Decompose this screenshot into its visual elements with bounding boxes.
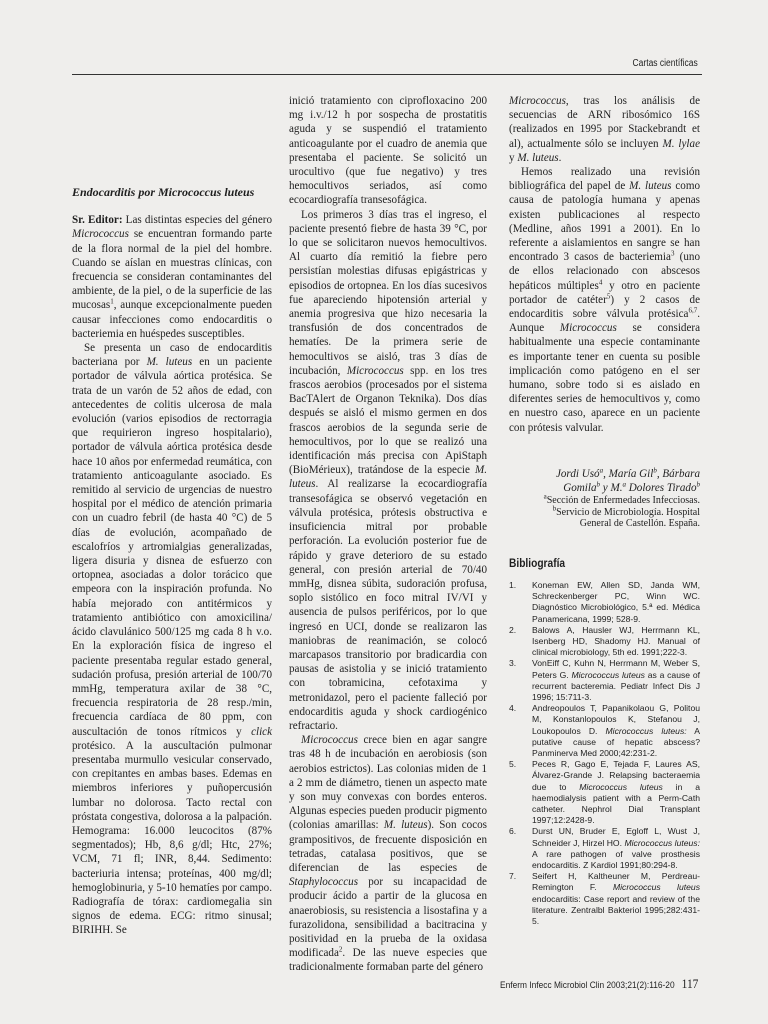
paragraph: Hemos realizado una revisión bibliográfica del papel de M. luteus como causa de patología humana y apenas existen publicaciones al respecto (Medline, años 1991 a 2001). En lo referente a aislamientos en sangre se han encontrado 3 casos de bacteriemia$^3$ (uno de ellos relacionado con abscesos hepáticos múltiples$^4$ y otro en paciente portador de catéter$^5$) y 2 casos de endocarditis sobre válvula protésica$^{6,7}$. Aunque Micrococcus se considera habitualmente una especie contaminante es importante tener en cuenta su posible implicación como patógeno en el ser humano, sobre todo si es aislado en diferentes series de hemocultivos y, como en nuestro caso, aparece en un paciente con prótesis valvular.: [509, 166, 701, 434]
reference-item: 2. Balows A, Hausler WJ, Herrmann KL, Isenberg HD, Shadomy HJ. Manual of clinical microbiology, 5th ed. 1991;222-3.: [509, 624, 700, 658]
journal-citation: Enferm Infecc Microbiol Clin 2003;21(2):116-20: [499, 980, 675, 991]
paragraph: inició tratamiento con ciprofloxacino 200 mg i.v./12 h por sospecha de prostatitis aguda y se suspendió el tratamiento anticoagulante por el cuadro de anemia que presentaba el paciente. Se solicitó un urocultivo (que fue negativo) y tres hemocultivos seriados, así como ecocardiografía transesofágica.: [289, 95, 487, 207]
salutation: Sr. Editor:: [72, 214, 123, 227]
reference-list: [509, 580, 700, 927]
column-1: [72, 94, 272, 938]
reference-item: 1. Koneman EW, Allen SD, Janda WM, Schreckenberger PC, Winn WC. Diagnóstico Microbiológico, 5.ª ed. Médica Panamericana, 1999; 528-9.: [509, 579, 700, 624]
running-header: Cartas científicas: [632, 58, 698, 69]
article-title: Endocarditis por Micrococcus luteus: [72, 185, 255, 199]
page-footer: [500, 976, 698, 992]
author-list: Jordi Usó$^a$, María Gil$^b$, Bárbara Gomila$^b$ y M.$^a$ Dolores Tirado$^b$: [555, 466, 700, 495]
affiliations: $^a$Sección de Enfermedades Infecciosas. $^b$Servicio de Microbiología. Hospital General de Castellón. España.: [543, 492, 700, 530]
paragraph: Los primeros 3 días tras el ingreso, el paciente presentó fiebre de hasta 39 °C, por lo que se solicitaron nuevos hemocultivos. Al cuarto día remitió la fiebre pero persistían molestias difusas epigástricas y episodios de ortopnea. En los días sucesivos fue apareciendo hipotensión arterial y anemia progresiva que hizo necesaria la transfusión de dos concentrados de hematíes. De la primera serie de hemocultivos se aisló, tras 3 días de incubación, Micrococcus spp. en los tres frascos aerobios (procesados por el sistema BacTAlert de Organon Teknika). Dos días después se aisló el mismo germen en dos frascos aerobios de la segunda serie de hemocultivos, por lo que se realizó una identificación más precisa con ApiStaph (BioMérieux), tratándose de la especie M. luteus. Al realizarse la ecocardiografía transesofágica se observó vegetación en válvula protésica, prótesis obstructiva e insuficiencia mitral por probable perforación. La evolución posterior fue de rápido y grave deterioro de su estado general, con presión arterial de 70/40 mmHg, disnea súbita, sudoración profusa, soplo sistólico en foco mitral IV/VI y ausencia de pulsos periféricos, por lo que ingresó en UCI, donde se realizaron las maniobras de reanimación, se colocó marcapasos transitorio por bradicardia con pausas de asistolia y se inició tratamiento con tobramicina, cefotaxima y metronidazol, pero el paciente falleció por endocarditis aguda y shock cardiogénico refractario.: [289, 208, 488, 732]
reference-item: 6. Durst UN, Bruder E, Egloff L, Wust J, Schneider J, Hirzel HO. Micrococcus luteus: A rare pathogen of valve prosthesis endocarditis. Z Kardiol 1991;80:294-8.: [509, 826, 700, 871]
reference-item: 3. VonEiff C, Kuhn N, Herrmann M, Weber S, Peters G. Micrococcus luteus as a cause of recurrent bacteremia. Pediatr Infect Dis J 1996; 15:711-3.: [509, 658, 700, 703]
reference-item: 5. Peces R, Gago E, Tejada F, Laures AS, Álvarez-Grande J. Relapsing bacteraemia due to Micrococcus luteus in a haemodialysis patient with a Perm-Cath catheter. Nephrol Dial Transplant 1997;12:2428-9.: [509, 759, 701, 826]
reference-item: 4. Andreopoulos T, Papanikolaou G, Politou M, Konstanlopoulos K, Stefanou J, Loukopoulos D. Micrococcus luteus: A putative cause of hepatic abscess? Panminerva Med 2000;42:231-2.: [509, 703, 700, 759]
column-2: [289, 94, 487, 975]
header-rule: [72, 74, 702, 75]
paragraph: Se presenta un caso de endocarditis bacteriana por M. luteus en un paciente portador de válvula aórtica protésica. Se trata de un varón de 52 años de edad, con antecedentes de colitis ulcerosa de mala evolución (varios episodios de rectorragia que requirieron ingreso hospitalario), portador de válvula aórtica protésica desde hace 10 años por enfermedad reumática, con tratamiento anticoagulante asociado. Es remitido al servicio de urgencias de nuestro hospital por el médico de atención primaria con un cuadro febril (de hasta 40 °C) de 5 días de evolución, acompañado de escalofríos y artromialgias generalizadas, ligera disuria y disnea de esfuerzo con ortopnea, asociadas a dolor torácico que empeora con la inspiración profunda. No había mejorado con antitérmicos y tratamiento antibiótico con amoxicilina/ácido clavulánico 500/125 mg cada 8 h v.o. En la exploración física de ingreso el paciente presentaba regular estado general, sudación profusa, presión arterial de 100/70 mmHg, temperatura axilar de 38 °C, frecuencia respiratoria de 28 resp./min, frecuencia cardíaca de 80 ppm, con auscultación de tonos rítmicos y click protésico. A la auscultación pulmonar presentaba murmullo vesicular conservado, con crepitantes en ambas bases. Edemas en miembros inferiores y puñopercusión lumbar no dolorosa. Tacto rectal con próstata congestiva, dolorosa a la palpación. Hemograma: 16.000 leucocitos (87% segmentados); Hb, 8,6 g/dl; Htc, 27%; VCM, 71 fl; INR, 8,44. Sedimento: bacteriuria intensa; proteínas, 400 mg/dl; hemoglobinuria, y 5-10 hematíes por campo. Radiografía de tórax: cardiomegalia sin signos de edema. ECG: ritmo sinusal; BIRIHH. Se: [72, 342, 272, 937]
bibliography-title: Bibliografía: [509, 555, 566, 570]
paragraph: Sr. Editor: Las distintas especies del género Micrococcus se encuentran formando parte de la flora normal de la piel del hombre. Cuando se aíslan en muestras clínicas, con frecuencia se consideran contaminantes del ambiente, de la piel, o de la superficie de las mucosas$^1$, aunque excepcionalmente pueden causar infecciones como endocarditis o bacteriemia en huéspedes susceptibles.: [72, 214, 272, 340]
column-3: [509, 94, 700, 927]
paragraph: Micrococcus, tras los análisis de secuencias de ARN ribosómico 16S (realizados en 1995 por Stackebrandt et al), actualmente sólo se incluyen M. lylae y M. luteus.: [509, 95, 700, 164]
page-number: 117: [681, 976, 698, 991]
paragraph: Micrococcus crece bien en agar sangre tras 48 h de incubación en aerobiosis (son aerobios estrictos). Las colonias miden de 1 a 2 mm de diámetro, tienen un aspecto mate y son muy convexas con bordes enteros. Algunas especies pueden producir pigmento (colonias amarillas: M. luteus). Son cocos grampositivos, de frecuente disposición en tetradas, catalasa positivos, que se diferencian de las especies de Staphylococcus por su incapacidad de producir ácido a partir de la glucosa en anaerobiosis, su resistencia a lisostafina y a furazolidona, sensibilidad a bacitracina y positividad en la prueba de la oxidasa modificada$^2$. De las nueve especies que tradicionalmente formaban parte del género: [289, 734, 487, 974]
reference-item: 7. Seifert H, Kaltheuner M, Perdreau-Remington F. Micrococcus luteus endocarditis: Case report and review of the literature. Zentralbl Bakteriol 1995;282:431-5.: [509, 871, 700, 927]
